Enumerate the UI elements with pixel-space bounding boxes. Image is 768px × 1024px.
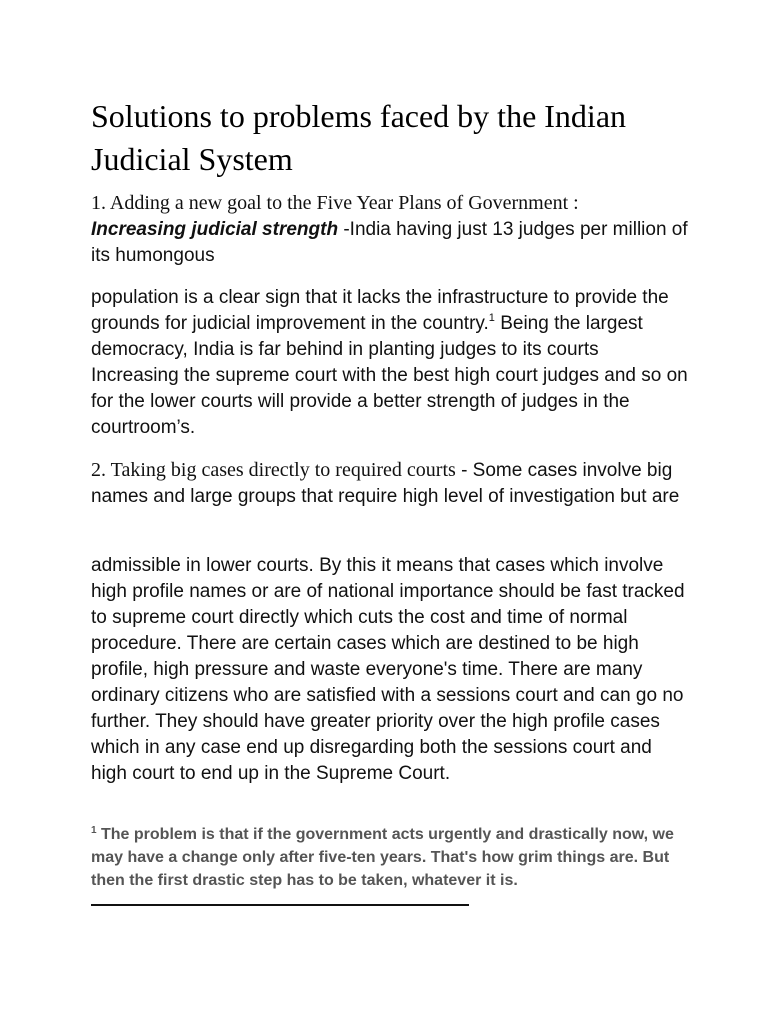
footnote-divider: [91, 904, 469, 906]
point-1-intro: [91, 190, 691, 269]
point-2-heading: 2. Taking big cases directly to required courts: [91, 459, 456, 481]
point-2-text-a: - Some cases involve big names and large groups that require high level of investigation but are: [91, 460, 680, 507]
point-1-body: [91, 285, 691, 441]
footnote: [91, 823, 691, 892]
point-1-text-b: population is a clear sign that it lacks the infrastructure to provide the grounds for judicial improvement in the country.: [91, 287, 669, 334]
point-2-body: admissible in lower courts. By this it means that cases which involve high profile names or are of national importance should be fast tracked to supreme court directly which cuts the cost and time of normal procedure. There are certain cases which are destined to be high profile, high pressure and waste everyone's time. There are many ordinary citizens who are satisfied with a sessions court and can go no further. They should have greater priority over the high profile cases which in any case end up disregarding both the sessions court and high court to end up in the Supreme Court.: [91, 555, 685, 784]
footnote-reference[interactable]: 1: [488, 312, 495, 324]
point-1-emphasis: Increasing judicial strength: [91, 219, 339, 240]
footnote-text: The problem is that if the government acts urgently and drastically now, we may have a change only after five-ten years. That's how grim things are. But then the first drastic step has to be taken, whatever it is.: [91, 826, 674, 889]
point-1-text-a: -India having just 13 judges per million of its humongous: [91, 219, 688, 266]
point-1-heading: 1. Adding a new goal to the Five Year Plans of Government :: [91, 192, 579, 214]
point-2-intro: [91, 457, 691, 510]
footnote-marker: 1: [91, 825, 97, 836]
point-1-text-c: Being the largest democracy, India is far behind in planting judges to its courts Increasing the supreme court with the best high court judges and so on for the lower courts will provide a better strength of judges in the courtroom’s.: [91, 313, 688, 438]
document-title: Solutions to problems faced by the Indian Judicial System: [91, 98, 627, 177]
